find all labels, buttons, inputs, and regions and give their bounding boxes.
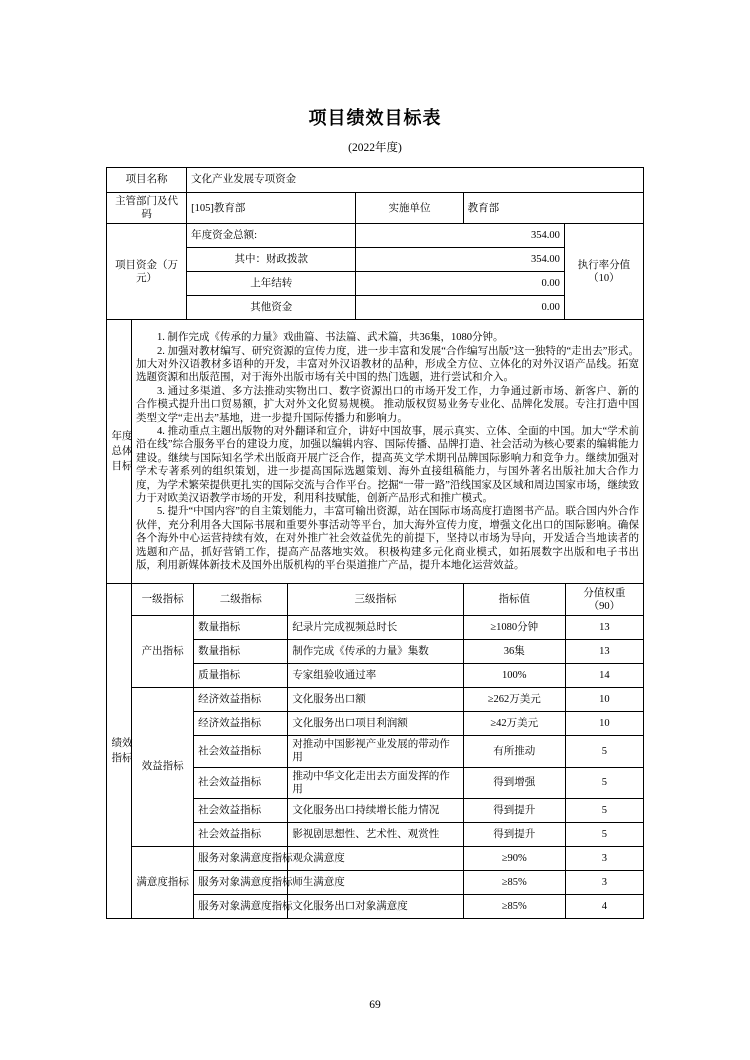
dept-code-label: 主管部门及代码 [107,193,187,224]
level2-cell: 服务对象满意度指标 [194,894,288,918]
level2-cell: 服务对象满意度指标 [194,870,288,894]
level1-group-label: 满意度指标 [132,846,194,918]
page-number: 69 [369,998,381,1011]
level2-cell: 数量指标 [194,640,288,664]
indicator-row [107,616,644,640]
weight-cell: 5 [565,798,643,822]
funding-row [107,272,644,296]
value-cell: ≥90% [463,846,565,870]
funding-item-label: 年度资金总额: [187,224,356,248]
weight-cell: 10 [565,712,643,736]
annual-goal-row [107,320,644,584]
value-cell: ≥85% [463,870,565,894]
dept-row [107,193,644,224]
header-level2: 二级指标 [194,584,288,616]
level1-group-label: 效益指标 [132,688,194,847]
funding-item-value: 354.00 [356,248,564,272]
level2-cell: 社会效益指标 [194,798,288,822]
funding-item-value: 354.00 [356,224,564,248]
report-year: (2022年度) [348,142,402,154]
weight-cell: 3 [565,870,643,894]
funding-item-label: 上年结转 [187,272,356,296]
annual-goal-text [132,320,644,584]
funding-table [106,223,644,320]
annual-goal-table [106,319,644,584]
funding-section-label: 项目资金（万元） [107,224,187,320]
level3-cell: 观众满意度 [288,846,463,870]
weight-cell: 13 [565,640,643,664]
page-title: 项目绩效目标表 [308,108,442,128]
funding-item-label: 其中：财政拨款 [187,248,356,272]
level2-cell: 经济效益指标 [194,688,288,712]
project-name-row [107,168,644,193]
value-cell: ≥42万美元 [463,712,565,736]
level3-cell: 推动中华文化走出去方面发挥的作用 [288,767,463,798]
value-cell: 36集 [463,640,565,664]
indicator-row [107,846,644,870]
level3-cell: 文化服务出口额 [288,688,463,712]
level3-cell: 对推动中国影视产业发展的带动作用 [288,736,463,767]
level2-cell: 数量指标 [194,616,288,640]
level2-cell: 社会效益指标 [194,767,288,798]
weight-cell: 5 [565,767,643,798]
impl-unit-value: 教育部 [463,193,643,224]
header-weight-line1: 分值权重 [583,587,626,599]
value-cell: 得到增强 [463,767,565,798]
funding-item-value: 0.00 [356,296,564,320]
indicator-row [107,688,644,712]
weight-cell: 13 [565,616,643,640]
level3-cell: 专家组验收通过率 [288,664,463,688]
indicators-side-label-text: 绩效指标 [111,738,133,764]
level3-cell: 师生满意度 [288,870,463,894]
weight-cell: 5 [565,736,643,767]
level2-cell: 经济效益指标 [194,712,288,736]
value-cell: ≥85% [463,894,565,918]
performance-target-table [106,167,644,919]
indicators-table [106,583,644,919]
indicators-side-label [107,584,132,919]
exec-rate-score-value: （10） [588,272,620,284]
value-cell: ≥262万美元 [463,688,565,712]
funding-item-label: 其他资金 [187,296,356,320]
impl-unit-label: 实施单位 [356,193,463,224]
level2-cell: 质量指标 [194,664,288,688]
indicators-header-row [107,584,644,616]
annual-goal-label [107,320,132,584]
level1-group-label: 产出指标 [132,616,194,688]
funding-item-value: 0.00 [356,272,564,296]
goal-paragraph: 3. 通过多渠道、多方法推动实物出口、数字资源出口的市场开发工作，力争通过新市场、新客户、新的合作模式提升出口贸易额，扩大对外文化贸易规模。 推动版权贸易业务专业化、品牌化发展。专注打造中国类型文学“走出去”基地，进一步提升国际传播力和影响力。 [136,385,639,424]
value-cell: ≥1080分钟 [463,616,565,640]
project-info-table [106,167,644,224]
value-cell: 得到提升 [463,822,565,846]
weight-cell: 10 [565,688,643,712]
header-level1: 一级指标 [132,584,194,616]
weight-cell: 14 [565,664,643,688]
exec-rate-score-cell [564,224,643,320]
weight-cell: 3 [565,846,643,870]
dept-code-value: [105]教育部 [187,193,356,224]
goal-paragraph: 5. 提升“中国内容”的自主策划能力，丰富可输出资源，站在国际市场高度打造图书产品。联合国内外合作伙伴，充分利用各大国际书展和重要外事活动等平台，加大海外宣传力度，增强文化出口的国际影响。确保各个海外中心运营持续有效，在对外推广社会效益优先的前提下，坚持以市场为导向，开发适合当地读者的选题和产品，抓好营销工作，提高产品落地实效。 积极构建多元化商业模式，如拓展数字出版和电子书出版，利用新媒体新技术及国外出版机构的平台渠道推广产品，提升本地化运营效益。 [136,506,639,571]
project-name-label: 项目名称 [107,168,187,193]
value-cell: 100% [463,664,565,688]
level2-cell: 服务对象满意度指标 [194,846,288,870]
level3-cell: 文化服务出口项目利润额 [288,712,463,736]
annual-goal-label-text: 年度总体目标 [111,431,133,473]
goal-paragraph: 1. 制作完成《传承的力量》戏曲篇、书法篇、武术篇，共36集，1080分钟。 [157,332,504,344]
funding-row [107,248,644,272]
weight-cell: 4 [565,894,643,918]
header-weight [565,584,643,616]
header-value: 指标值 [463,584,565,616]
project-name-value: 文化产业发展专项资金 [187,168,644,193]
level3-cell: 纪录片完成视频总时长 [288,616,463,640]
level3-cell: 制作完成《传承的力量》集数 [288,640,463,664]
weight-cell: 5 [565,822,643,846]
funding-row [107,296,644,320]
value-cell: 得到提升 [463,798,565,822]
level3-cell: 影视剧思想性、艺术性、观赏性 [288,822,463,846]
header-level3: 三级指标 [288,584,463,616]
header-weight-line2: （90） [588,600,621,612]
funding-row [107,224,644,248]
level3-cell: 文化服务出口对象满意度 [288,894,463,918]
level2-cell: 社会效益指标 [194,736,288,767]
value-cell: 有所推动 [463,736,565,767]
level2-cell: 社会效益指标 [194,822,288,846]
level3-cell: 文化服务出口持续增长能力情况 [288,798,463,822]
exec-rate-score-label: 执行率分值 [577,259,631,271]
goal-paragraph: 4. 推动重点主题出版物的对外翻译和宣介，讲好中国故事，展示真实、立体、全面的中国。加大“学术前沿在线”综合服务平台的建设力度，加强以编辑内容、国际传播、品牌打造、社会活动为核心要素的编辑能力建设。继续与国际知名学术出版商开展广泛合作，提高英文学术期刊品牌国际影响力和竞争力。继续加强对学术专著系列的组织策划，进一步提高国际选题策划、海外直接组稿能力，与国外著名出版社加大合作力度，为学术繁荣提供更扎实的国际交流与合作平台。挖掘“一带一路”沿线国家及区域和周边国家市场，继续致力于对欧美汉语教学市场的开发，利用科技赋能，创新产品形式和推广模式。 [136,425,639,504]
goal-paragraph: 2. 加强对教材编写、研究资源的宣传力度，进一步丰富和发展“合作编写出版”这一独特的“走出去”形式。加大对外汉语教材多语种的开发，丰富对外汉语教材的品种，形成全方位、立体化的对外汉语产品线。拓宽选题资源和出版范围，对于海外出版市场有关中国的热门选题，进行尝试和介入。 [136,345,639,384]
